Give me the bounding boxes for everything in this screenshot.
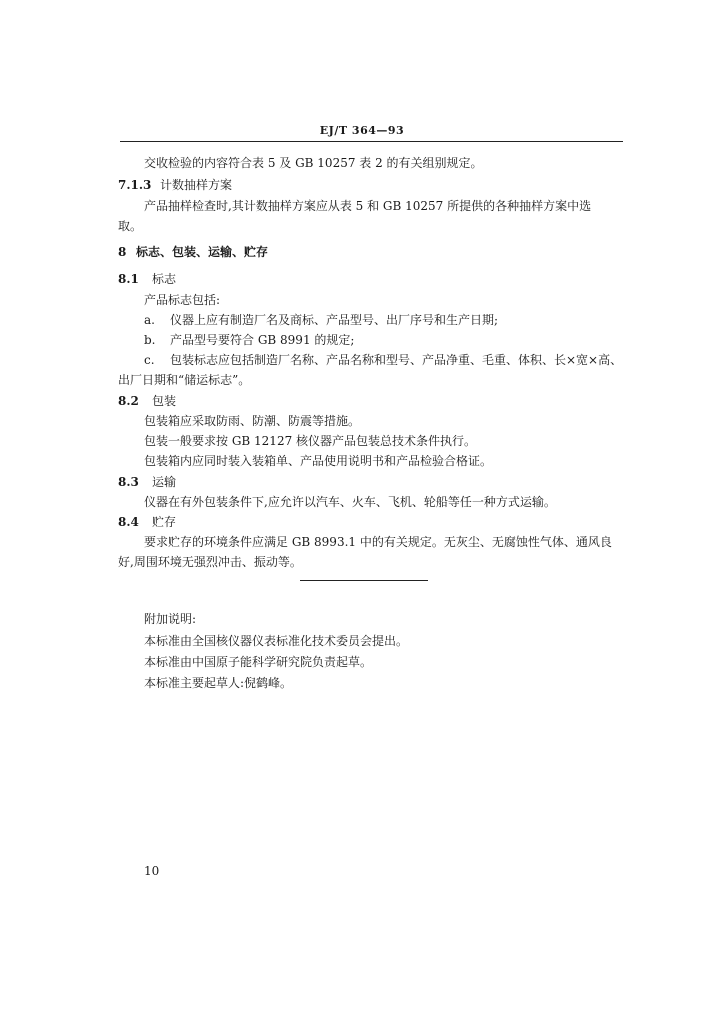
paragraph-sampling-1: 产品抽样检查时,其计数抽样方案应从表 5 和 GB 10257 所提供的各种抽样方案中选 (144, 199, 592, 213)
section-title: 贮存 (152, 515, 177, 529)
section-title: 标志 (152, 272, 177, 286)
section-8-heading (118, 245, 268, 259)
list-item-a (144, 313, 498, 327)
section-8-2-heading (118, 394, 176, 408)
section-title: 运输 (152, 475, 177, 489)
paragraph-packaging-1: 包装箱应采取防雨、防潮、防震等措施。 (144, 414, 361, 428)
list-label: c. (144, 353, 155, 367)
standard-code-header: EJ/T 364—93 (319, 124, 405, 137)
section-number: 8.3 (118, 475, 139, 489)
note-2: 本标准由中国原子能科学研究院负责起草。 (144, 655, 373, 669)
note-3: 本标准主要起草人:倪鹤峰。 (144, 676, 293, 690)
page-number: 10 (144, 864, 160, 878)
section-title: 标志、包装、运输、贮存 (136, 245, 269, 259)
section-separator (300, 580, 428, 581)
paragraph-packaging-3: 包装箱内应同时装入装箱单、产品使用说明书和产品检验合格证。 (144, 454, 493, 468)
notes-title: 附加说明: (144, 612, 197, 626)
section-title: 包装 (152, 394, 177, 408)
section-number: 8.1 (118, 272, 139, 286)
paragraph-acceptance: 交收检验的内容符合表 5 及 GB 10257 表 2 的有关组别规定。 (144, 156, 483, 170)
paragraph-packaging-2: 包装一般要求按 GB 12127 核仪器产品包装总技术条件执行。 (144, 434, 477, 448)
list-text: 仪器上应有制造厂名及商标、产品型号、出厂序号和生产日期; (170, 313, 499, 327)
paragraph-storage-1: 要求贮存的环境条件应满足 GB 8993.1 中的有关规定。无灰尘、无腐蚀性气体、通风良 (144, 535, 612, 549)
section-number: 8.4 (118, 515, 139, 529)
section-title: 计数抽样方案 (160, 178, 233, 192)
section-number: 8 (118, 245, 127, 259)
section-8-1-heading (118, 272, 176, 286)
list-text: 产品型号要符合 GB 8991 的规定; (170, 333, 355, 347)
paragraph-marking-intro: 产品标志包括: (144, 293, 221, 307)
list-item-c (144, 353, 622, 367)
section-number: 7.1.3 (118, 178, 152, 192)
paragraph-sampling-2: 取。 (118, 219, 143, 233)
list-label: b. (144, 333, 156, 347)
section-8-3-heading (118, 475, 176, 489)
note-1: 本标准由全国核仪器仪表标准化技术委员会提出。 (144, 634, 409, 648)
paragraph-storage-2: 好,周围环境无强烈冲击、振动等。 (118, 555, 302, 569)
list-item-b (144, 333, 354, 347)
list-text: 包装标志应包括制造厂名称、产品名称和型号、产品净重、毛重、体积、长×宽×高、 (170, 353, 623, 367)
header-rule (120, 141, 623, 142)
list-item-c-continued: 出厂日期和“储运标志”。 (118, 373, 251, 387)
section-7-1-3-heading (118, 178, 232, 192)
list-label: a. (144, 313, 155, 327)
section-8-4-heading (118, 515, 176, 529)
section-number: 8.2 (118, 394, 139, 408)
paragraph-transport: 仪器在有外包装条件下,应允许以汽车、火车、飞机、轮船等任一种方式运输。 (144, 495, 556, 509)
